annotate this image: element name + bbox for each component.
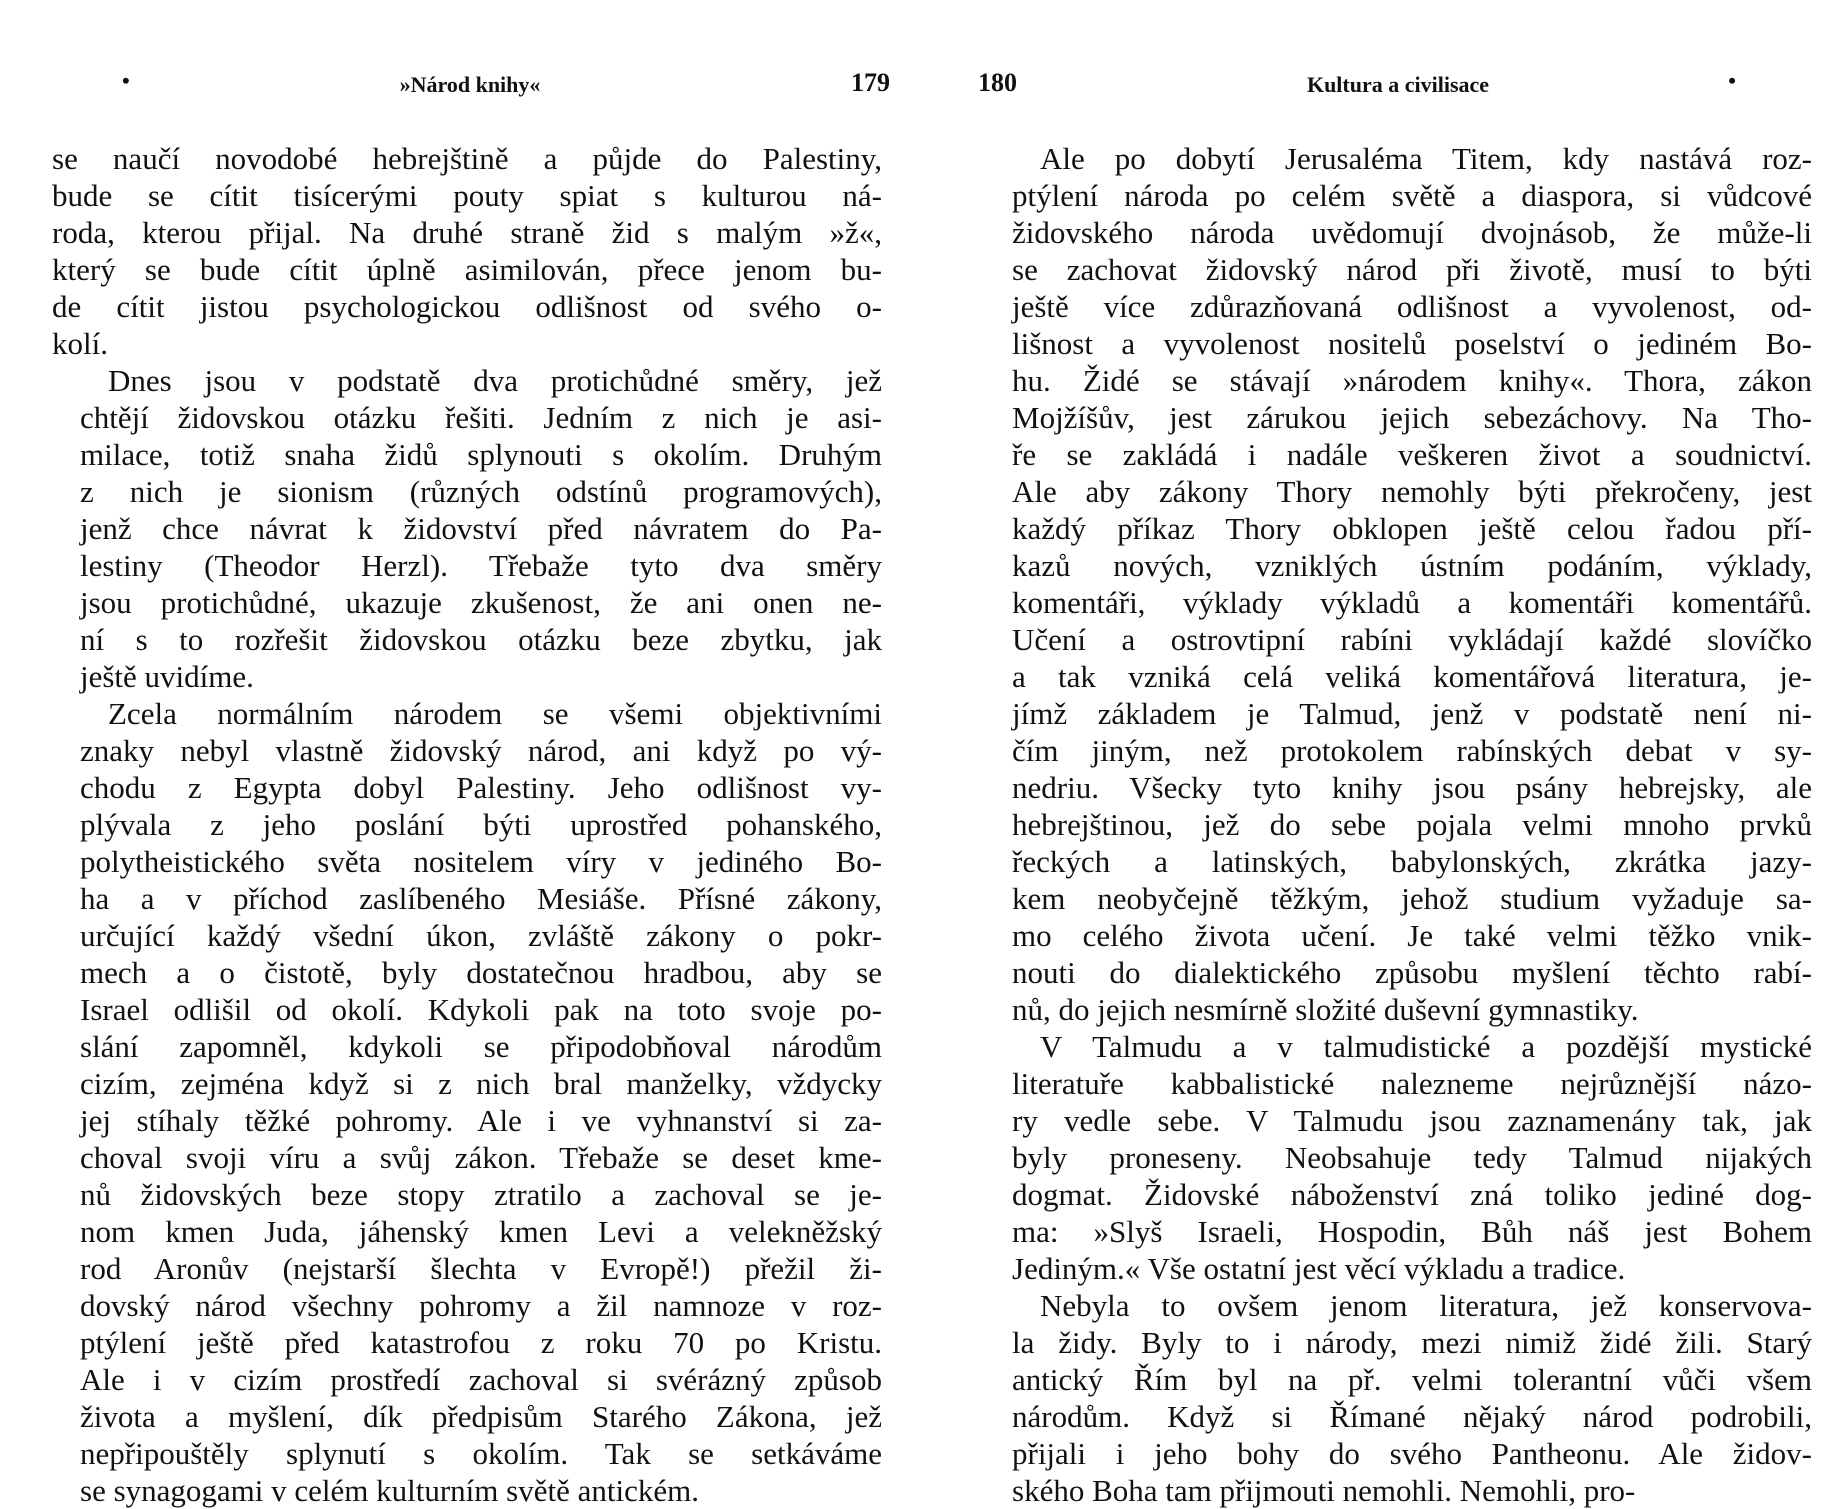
text-line: kazů nových, vzniklých ústním podáním, výklady, (1012, 548, 1812, 583)
right-page (924, 0, 1848, 1508)
text-line: V Talmudu a v talmudistické a pozdější mystické (1040, 1029, 1812, 1064)
text-line: dogmat. Židovské náboženství zná toliko jediné dog- (1012, 1177, 1812, 1212)
text-line: chodu z Egypta dobyl Palestiny. Jeho odlišnost vy- (80, 770, 882, 805)
text-line: čím jiným, než protokolem rabínských debat v sy- (1012, 733, 1812, 768)
text-line: a tak vzniká celá veliká komentářová literatura, je- (1012, 659, 1812, 694)
body-text-right (984, 140, 1812, 1509)
text-line: byly proneseny. Neobsahuje tedy Talmud nijakých (1012, 1140, 1812, 1175)
text-line: Ale po dobytí Jerusaléma Titem, kdy nastává roz- (1040, 141, 1812, 176)
text-line: antický Řím byl na př. velmi tolerantní vůči všem (1012, 1362, 1812, 1397)
text-line: Ale i v cizím prostředí zachoval si svérázný způsob (80, 1362, 882, 1397)
running-title-left: »Národ knihy« (399, 72, 541, 97)
text-line: Israel odlišil od okolí. Kdykoli pak na toto svoje po- (80, 992, 882, 1027)
page-number-left: 179 (851, 68, 890, 97)
text-line: plývala z jeho poslání býti uprostřed pohanského, (80, 807, 882, 842)
text-line: Zcela normálním národem se všemi objektivními (108, 696, 882, 731)
text-line: ha a v příchod zaslíbeného Mesiáše. Přísné zákony, (80, 881, 882, 916)
text-line: chtějí židovskou otázku řešiti. Jedním z nich je asi- (80, 400, 882, 435)
text-line: se synagogami v celém kulturním světě antickém. (80, 1473, 699, 1508)
running-head-right (978, 68, 1818, 102)
text-line: komentáři, výklady výkladů a komentáři komentářů. (1012, 585, 1812, 620)
running-title-right: Kultura a civilisace (1306, 72, 1490, 97)
text-line: Učení a ostrovtipní rabíni vykládají každé slovíčko (1012, 622, 1812, 657)
text-line: Ale aby zákony Thory nemohly býti překročeny, jest (1012, 474, 1812, 509)
text-line: židovského národa uvědomují dvojnásob, že může-li (1012, 215, 1812, 250)
text-line: který se bude cítit úplně asimilován, přece jenom bu- (52, 252, 882, 287)
text-line: kem neobyčejně těžkým, jehož studium vyžaduje sa- (1012, 881, 1812, 916)
paragraph (984, 1028, 1812, 1287)
text-line: la židy. Byly to i národy, mezi nimiž židé žili. Starý (1012, 1325, 1812, 1360)
text-line: řeckých a latinských, babylonských, zkrátka jazy- (1012, 844, 1812, 879)
text-line: nů židovských beze stopy ztratilo a zachoval se je- (80, 1177, 882, 1212)
text-line: ptýlení národa po celém světě a diaspora, si vůdcové (1012, 178, 1812, 213)
paragraph (52, 362, 882, 695)
text-line: přijali i jeho bohy do svého Pantheonu. Ale židov- (1012, 1436, 1812, 1471)
text-line: ještě více zdůrazňovaná odlišnost a vyvolenost, od- (1012, 289, 1812, 324)
text-line: choval svoji víru a svůj zákon. Třebaže se deset kme- (80, 1140, 882, 1175)
text-line: polytheistického světa nositelem víry v jediného Bo- (80, 844, 882, 879)
body-text-left (52, 140, 882, 1509)
text-line: národům. Když si Římané nějaký národ podrobili, (1012, 1399, 1812, 1434)
text-line: slání zapomněl, kdykoli se připodobňoval národům (80, 1029, 882, 1064)
text-line: ského Boha tam přijmouti nemohli. Nemohli, pro- (1012, 1473, 1636, 1508)
page-number-right: 180 (978, 68, 1017, 97)
text-line: milace, totiž snaha židů splynouti s okolím. Druhým (80, 437, 882, 472)
text-line: ry vedle sebe. V Talmudu jsou zaznamenány tak, jak (1012, 1103, 1812, 1138)
text-line: bude se cítit tisícerými pouty spiat s kulturou ná- (52, 178, 882, 213)
text-line: kolí. (52, 326, 108, 361)
text-line: lišnost a vyvolenost nositelů poselství o jediném Bo- (1012, 326, 1812, 361)
text-line: mech a o čistotě, byly dostatečnou hradbou, aby se (80, 955, 882, 990)
text-line: jenž chce návrat k židovství před návratem do Pa- (80, 511, 882, 546)
paragraph (984, 140, 1812, 1028)
text-line: hebrejštinou, jež do sebe pojala velmi mnoho prvků (1012, 807, 1812, 842)
text-line: Jediným.« Vše ostatní jest věcí výkladu a tradice. (1012, 1251, 1626, 1286)
paragraph (984, 1287, 1812, 1509)
text-line: ma: »Slyš Israeli, Hospodin, Bůh náš jest Bohem (1012, 1214, 1812, 1249)
paragraph (52, 140, 882, 362)
text-line: života a myšlení, dík předpisům Starého Zákona, jež (80, 1399, 882, 1434)
text-line: jsou protichůdné, ukazuje zkušenost, že ani onen ne- (80, 585, 882, 620)
text-line: hu. Židé se stávají »národem knihy«. Thora, zákon (1012, 363, 1812, 398)
text-line: nů, do jejich nesmírně složité duševní gymnastiky. (1012, 992, 1639, 1027)
text-line: nepřipouštěly splynutí s okolím. Tak se setkáváme (80, 1436, 882, 1471)
text-line: nedriu. Všecky tyto knihy jsou psány hebrejsky, ale (1012, 770, 1812, 805)
left-page (0, 0, 924, 1508)
text-line: mo celého života učení. Je také velmi těžko vnik- (1012, 918, 1812, 953)
paragraph (52, 695, 882, 1509)
text-line: z nich je sionism (různých odstínů programových), (80, 474, 882, 509)
text-line: roda, kterou přijal. Na druhé straně žid s malým »ž«, (52, 215, 882, 250)
text-line: znaky nebyl vlastně židovský národ, ani když po vý- (80, 733, 882, 768)
text-line: se naučí novodobé hebrejštině a půjde do Palestiny, (52, 141, 882, 176)
text-line: se zachovat židovský národ při životě, musí to býti (1012, 252, 1812, 287)
text-line: jej stíhaly těžké pohromy. Ale i ve vyhnanství si za- (80, 1103, 882, 1138)
text-line: rod Aronův (nejstarší šlechta v Evropě!) přežil ži- (80, 1251, 882, 1286)
text-line: Mojžíšův, jest zárukou jejich sebezáchovy. Na Tho- (1012, 400, 1812, 435)
text-line: ní s to rozřešit židovskou otázku beze zbytku, jak (80, 622, 882, 657)
text-line: každý příkaz Thory obklopen ještě celou řadou pří- (1012, 511, 1812, 546)
text-line: literatuře kabbalistické nalezneme nejrůznější názo- (1012, 1066, 1812, 1101)
text-line: de cítit jistou psychologickou odlišnost od svého o- (52, 289, 882, 324)
text-line: cizím, zejména když si z nich bral manželky, vždycky (80, 1066, 882, 1101)
text-line: Dnes jsou v podstatě dva protichůdné směry, jež (108, 363, 882, 398)
text-line: lestiny (Theodor Herzl). Třebaže tyto dva směry (80, 548, 882, 583)
text-line: ptýlení ještě před katastrofou z roku 70 po Kristu. (80, 1325, 882, 1360)
text-line: jímž základem je Talmud, jenž v podstatě není ni- (1012, 696, 1812, 731)
text-line: Nebyla to ovšem jenom literatura, jež konservova- (1040, 1288, 1812, 1323)
text-line: nouti do dialektického způsobu myšlení těchto rabí- (1012, 955, 1812, 990)
running-head-left (50, 68, 890, 102)
text-line: dovský národ všechny pohromy a žil namnoze v roz- (80, 1288, 882, 1323)
bullet-marker-right: • (1728, 68, 1736, 93)
text-line: nom kmen Juda, jáhenský kmen Levi a velekněžský (80, 1214, 882, 1249)
bullet-marker-left: • (122, 68, 130, 93)
text-line: ještě uvidíme. (80, 659, 254, 694)
text-line: ře se zakládá i nadále veškeren život a soudnictví. (1012, 437, 1812, 472)
text-line: určující každý všední úkon, zvláště zákony o pokr- (80, 918, 882, 953)
